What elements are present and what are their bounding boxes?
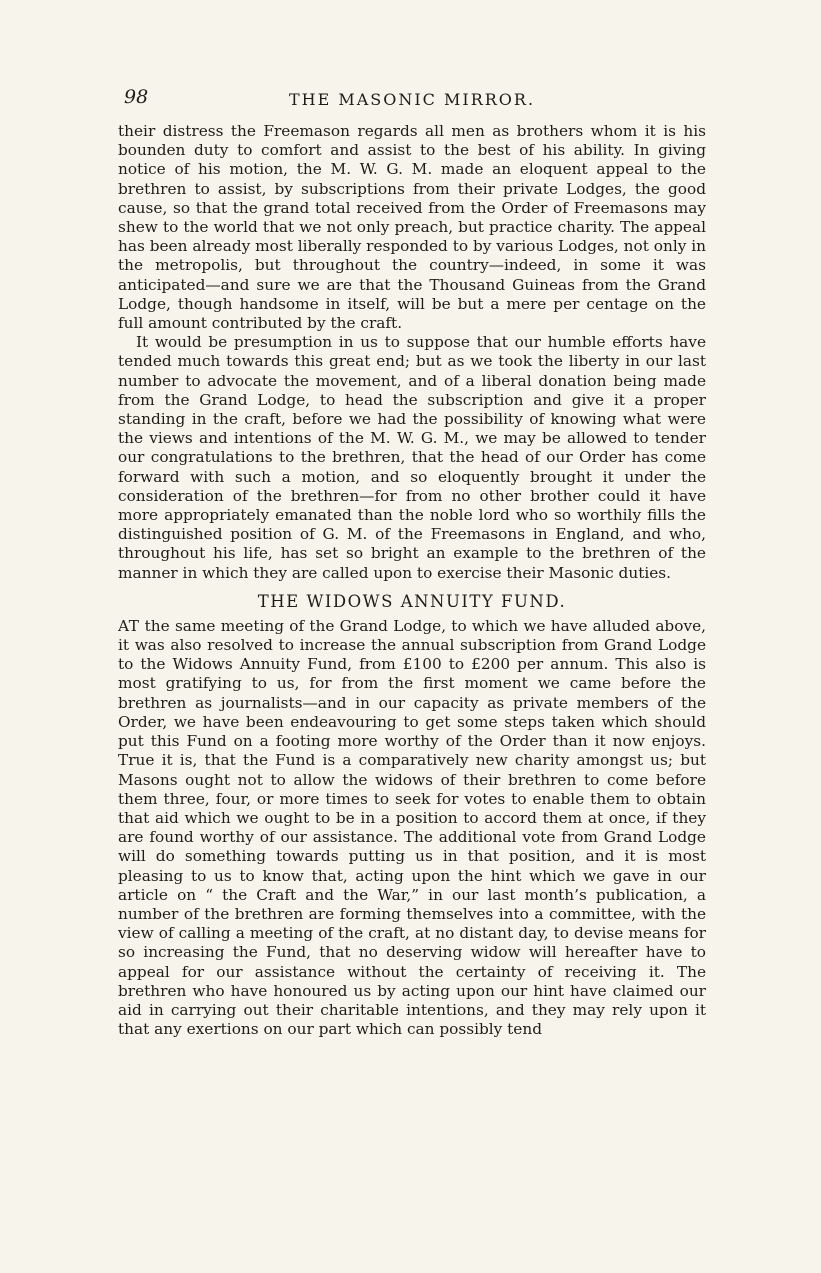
page-header [118, 82, 706, 122]
book-page [118, 82, 706, 1039]
running-title: THE MASONIC MIRROR. [288, 90, 536, 109]
paragraph-1: their distress the Freemason regards all men as brothers whom it is his bounden duty to comfort and assist to the best of his ability. In giving notice of his motion, the M. W. G. M. made an eloquent appeal to the brethren to assist, by subscriptions from their private Lodges, the good cause, so that the grand total received from the Order of Freemasons may shew to the world that we not only preach, but practice charity. The appeal has been already most liberally responded to by various Lodges, not only in the metropolis, but throughout the country—indeed, in some it was anticipated—and sure we are that the Thousand Guineas from the Grand Lodge, though handsome in itself, will be but a mere per centage on the full amount contributed by the craft. [118, 122, 706, 333]
page-number: 98 [124, 86, 149, 108]
paragraph-3 [118, 617, 706, 1039]
paragraph-2: It would be presumption in us to suppose that our humble efforts have tended much towards this great end; but as we took the liberty in our last number to advocate the movement, and of a liberal donation being made from the Grand Lodge, to head the subscription and give it a proper standing in the craft, before we had the possibility of knowing what were the views and intentions of the M. W. G. M., we may be allowed to tender our congratulations to the brethren, that the head of our Order has come forward with such a motion, and so eloquently brought it under the consideration of the brethren—for from no other brother could it have more appropriately emanated than the noble lord who so worthily fills the distinguished position of G. M. of the Freemasons in England, and who, throughout his life, has set so bright an example to the brethren of the manner in which they are called upon to exercise their Masonic duties. [118, 333, 706, 582]
paragraph-3-text: the same meeting of the Grand Lodge, to which we have alluded above, it was also resolved to increase the annual subscription from Grand Lodge to the Widows Annuity Fund, from £100 to £200 per annum. This also is most gratifying to us, for from the first moment we came before the brethren as journalists—and in our capacity as private members of the Order, we have been endeavouring to get some steps taken which should put this Fund on a footing more worthy of the Order than it now enjoys. True it is, that the Fund is a comparatively new charity amongst us; but Masons ought not to allow the widows of their brethren to come before them three, four, or more times to seek for votes to enable them to obtain that aid which we ought to be in a position to accord them at once, if they are found worthy of our assistance. The additional vote from Grand Lodge will do something towards putting us in that position, and it is most pleasing to us to know that, acting upon the hint which we gave in our article on “ the Craft and the War,” in our last month’s publication, a number of the brethren are forming themselves into a committee, with the view of calling a meeting of the craft, at no distant day, to devise means for so increasing the Fund, that no deserving widow will hereafter have to appeal for our assistance without the certainty of receiving it. The brethren who have honoured us by acting upon our hint have claimed our aid in carrying out their charitable intentions, and they may rely upon it that any exertions on our part which can possibly tend [118, 616, 706, 1039]
paragraph-3-dropcap: AT [118, 616, 140, 635]
section-heading: THE WIDOWS ANNUITY FUND. [257, 591, 567, 611]
